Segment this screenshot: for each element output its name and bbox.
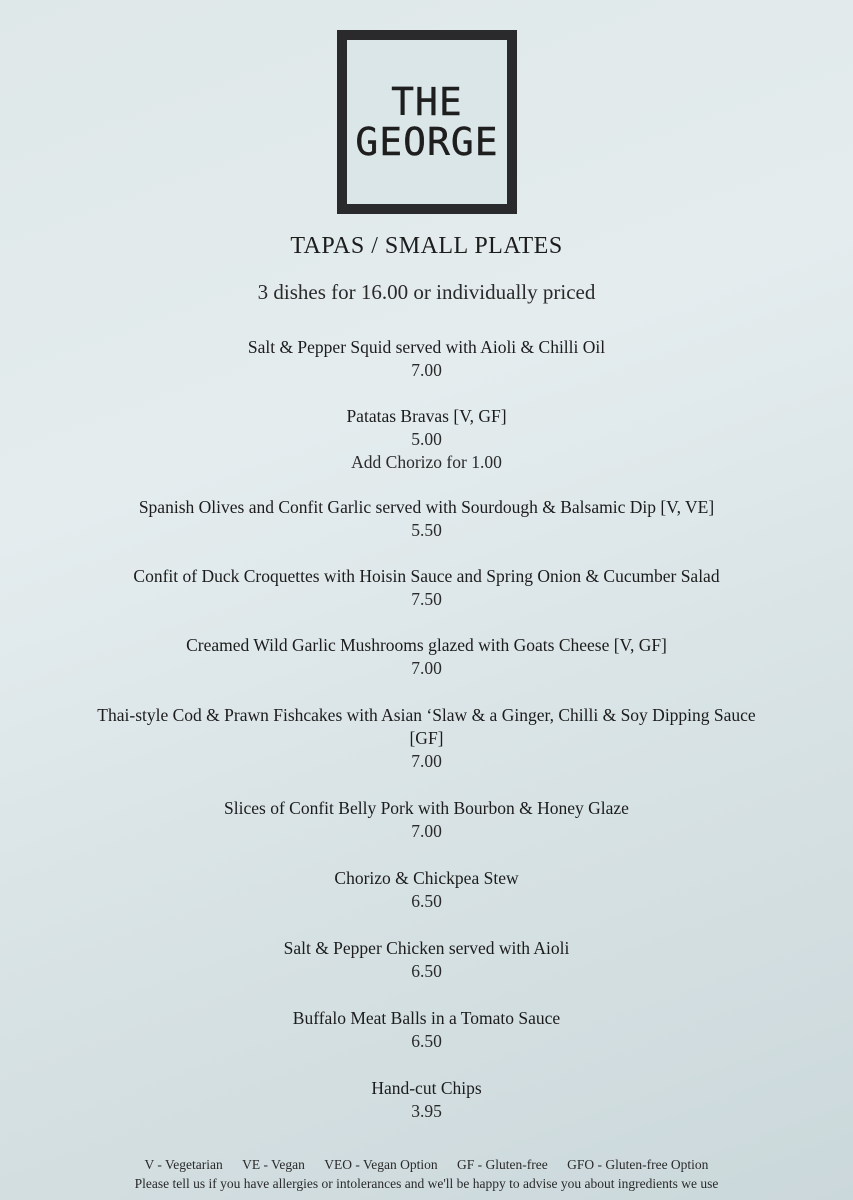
item-name: Hand-cut Chips bbox=[371, 1078, 482, 1098]
menu-item bbox=[0, 565, 853, 611]
legend-item: VE - Vegan bbox=[242, 1157, 305, 1172]
item-name: Salt & Pepper Chicken served with Aioli bbox=[283, 938, 570, 958]
item-name-continued: [GF] bbox=[409, 728, 444, 748]
item-price: 7.00 bbox=[411, 751, 442, 771]
item-price: 7.50 bbox=[411, 589, 442, 609]
item-name: Salt & Pepper Squid served with Aioli & Chilli Oil bbox=[247, 337, 606, 357]
logo-line-2: GEORGE bbox=[355, 120, 499, 164]
menu-item bbox=[0, 496, 853, 542]
menu-item bbox=[0, 797, 853, 843]
menu-item bbox=[0, 405, 853, 474]
legend-item: V - Vegetarian bbox=[144, 1157, 223, 1172]
legend-item: GFO - Gluten-free Option bbox=[567, 1157, 709, 1172]
item-price: 5.00 bbox=[411, 429, 442, 449]
logo-inner bbox=[347, 40, 507, 204]
item-price: 3.95 bbox=[411, 1101, 442, 1121]
menu-item bbox=[0, 1077, 853, 1123]
item-name: Buffalo Meat Balls in a Tomato Sauce bbox=[292, 1008, 561, 1028]
item-extra: Add Chorizo for 1.00 bbox=[351, 452, 502, 472]
menu-subtitle: 3 dishes for 16.00 or individually priced bbox=[257, 280, 596, 304]
item-price: 7.00 bbox=[411, 821, 442, 841]
menu-item bbox=[0, 937, 853, 983]
menu-item bbox=[0, 634, 853, 680]
footer bbox=[0, 1155, 853, 1193]
menu-item bbox=[0, 867, 853, 913]
menu-item bbox=[0, 1007, 853, 1053]
allergy-note: Please tell us if you have allergies or intolerances and we'll be happy to advise you about ingredients we use bbox=[134, 1176, 719, 1191]
menu-item bbox=[0, 336, 853, 382]
dietary-legend bbox=[0, 1155, 853, 1174]
legend-item: GF - Gluten-free bbox=[457, 1157, 548, 1172]
item-price: 7.00 bbox=[411, 658, 442, 678]
item-name: Confit of Duck Croquettes with Hoisin Sauce and Spring Onion & Cucumber Salad bbox=[133, 566, 720, 586]
item-price: 5.50 bbox=[411, 520, 442, 540]
item-name: Slices of Confit Belly Pork with Bourbon & Honey Glaze bbox=[224, 798, 629, 818]
menu-title: TAPAS / SMALL PLATES bbox=[290, 233, 563, 259]
item-name: Patatas Bravas [V, GF] bbox=[346, 406, 507, 426]
menu-item bbox=[0, 704, 853, 773]
legend-item: VEO - Vegan Option bbox=[324, 1157, 438, 1172]
item-name: Spanish Olives and Confit Garlic served with Sourdough & Balsamic Dip [V, VE] bbox=[138, 497, 715, 517]
item-price: 6.50 bbox=[411, 891, 442, 911]
item-price: 6.50 bbox=[411, 961, 442, 981]
logo bbox=[337, 30, 517, 214]
item-price: 6.50 bbox=[411, 1031, 442, 1051]
item-price: 7.00 bbox=[411, 360, 442, 380]
item-name: Thai-style Cod & Prawn Fishcakes with Asian ‘Slaw & a Ginger, Chilli & Soy Dipping Sauce bbox=[97, 705, 756, 725]
menu-items bbox=[0, 336, 853, 1123]
item-name: Creamed Wild Garlic Mushrooms glazed with Goats Cheese [V, GF] bbox=[186, 635, 667, 655]
logo-line-1: THE bbox=[391, 80, 463, 124]
item-name: Chorizo & Chickpea Stew bbox=[334, 868, 519, 888]
